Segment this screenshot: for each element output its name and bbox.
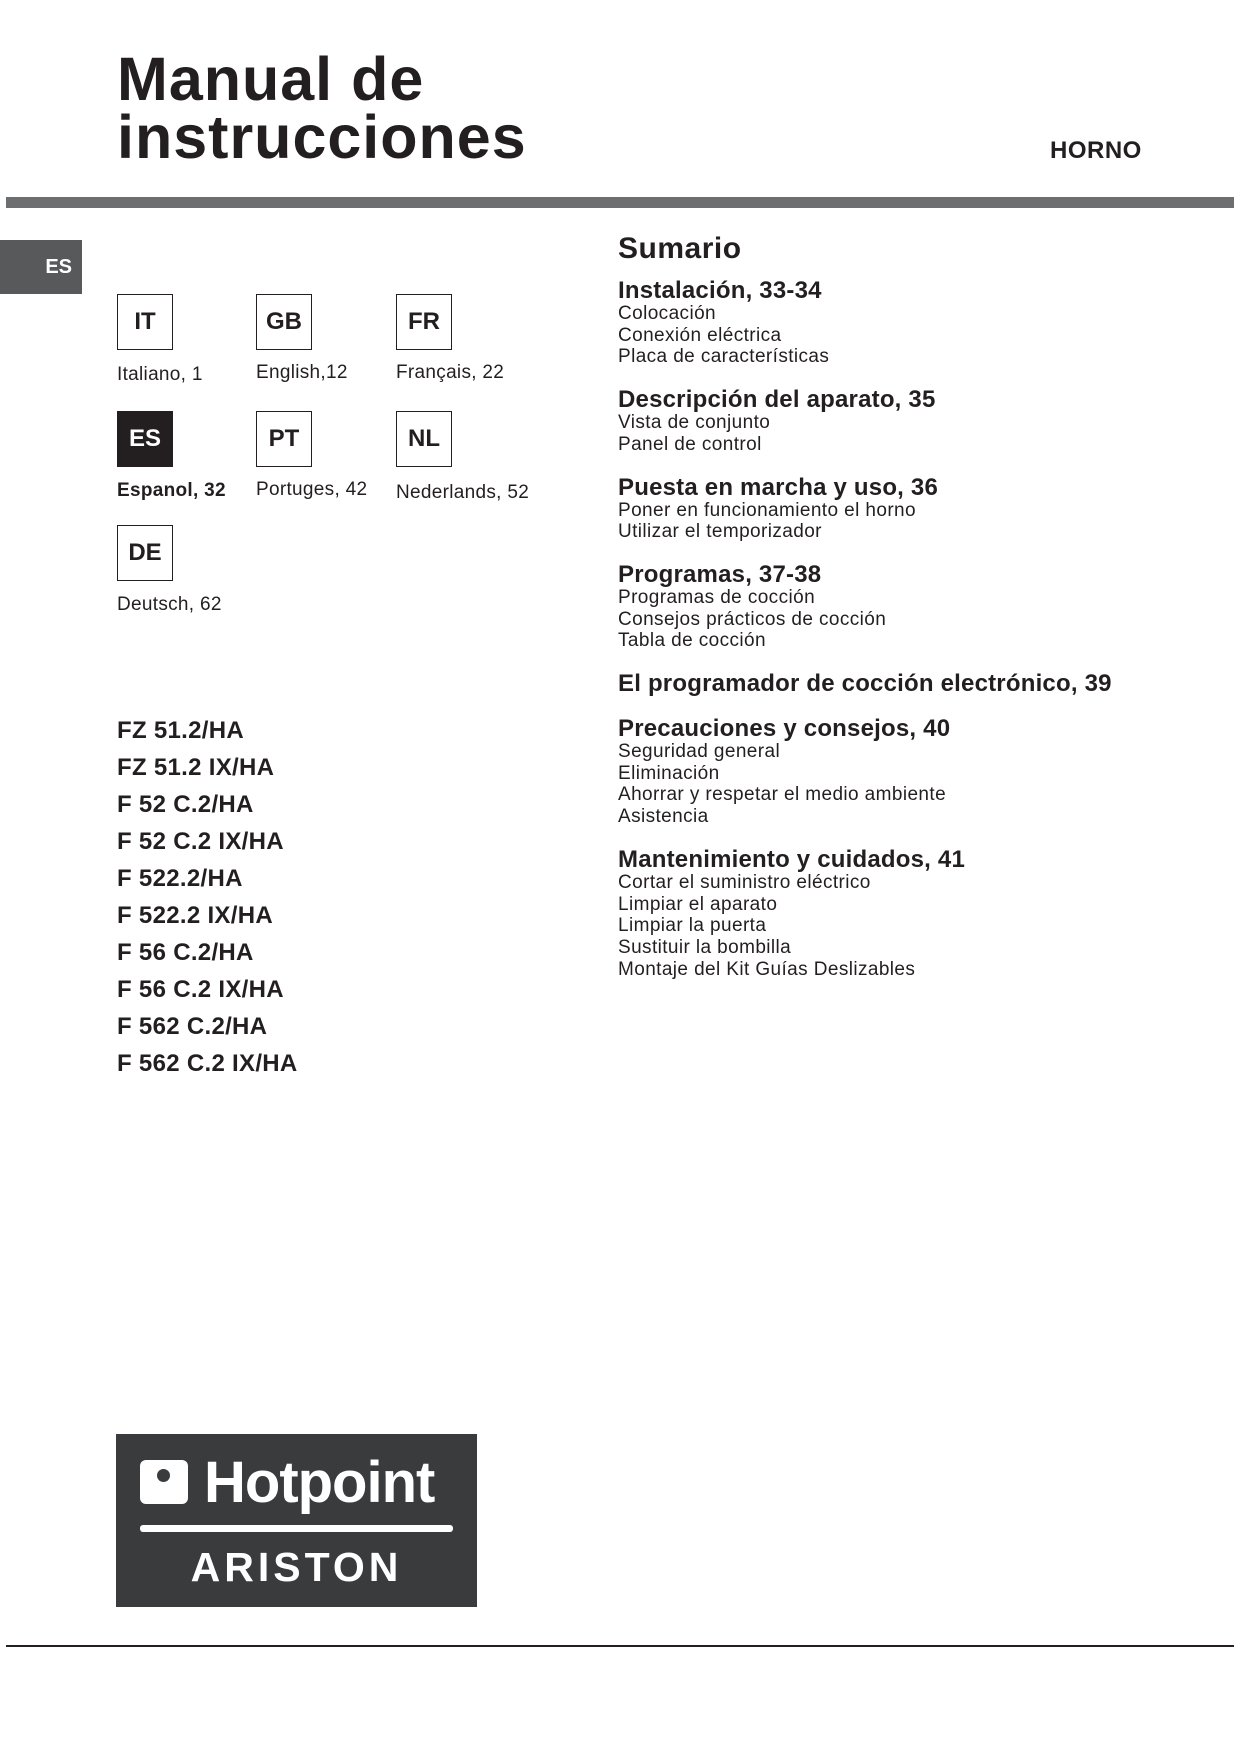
language-code-es: ES bbox=[117, 411, 173, 467]
toc-title: Sumario bbox=[618, 232, 742, 265]
model-item: F 522.2/HA bbox=[117, 865, 243, 892]
logo-brand-top: Hotpoint bbox=[204, 1450, 435, 1515]
language-label-nl: Nederlands, 52 bbox=[396, 482, 530, 503]
toc-item: Panel de control bbox=[618, 433, 762, 455]
model-item: F 52 C.2 IX/HA bbox=[117, 828, 284, 855]
toc-heading: Mantenimiento y cuidados, 41 bbox=[618, 845, 966, 873]
toc-item: Montaje del Kit Guías Deslizables bbox=[618, 958, 916, 980]
toc-heading: Descripción del aparato, 35 bbox=[618, 386, 936, 414]
toc-item: Placa de características bbox=[618, 346, 830, 368]
toc-section-programas bbox=[618, 562, 1178, 652]
toc-item: Utilizar el temporizador bbox=[618, 521, 822, 543]
language-code-gb: GB bbox=[256, 294, 312, 350]
document-title bbox=[117, 45, 527, 171]
toc-item: Consejos prácticos de cocción bbox=[618, 608, 887, 630]
product-type: HORNO bbox=[1050, 137, 1142, 164]
language-code-pt: PT bbox=[256, 411, 312, 467]
language-label-es: Espanol, 32 bbox=[117, 480, 226, 501]
language-label-de: Deutsch, 62 bbox=[117, 594, 222, 615]
toc-item: Tabla de cocción bbox=[618, 630, 766, 652]
title-line-1: Manual de bbox=[117, 45, 425, 113]
language-label-it: Italiano, 1 bbox=[117, 364, 203, 385]
toc-section-instalacion bbox=[618, 278, 1178, 368]
toc-section-mantenimiento bbox=[618, 847, 1178, 981]
toc-heading: El programador de cocción electrónico, 39 bbox=[618, 670, 1112, 698]
toc-item: Colocación bbox=[618, 303, 716, 324]
toc-section-puesta-en-marcha bbox=[618, 475, 1178, 543]
language-code-it: IT bbox=[117, 294, 173, 350]
toc-item: Conexión eléctrica bbox=[618, 324, 782, 346]
toc-item: Sustituir la bombilla bbox=[618, 936, 792, 958]
toc-item: Limpiar la puerta bbox=[618, 915, 767, 937]
toc-heading: Programas, 37-38 bbox=[618, 560, 822, 588]
toc-heading: Instalación, 33-34 bbox=[618, 277, 822, 304]
model-item: FZ 51.2/HA bbox=[117, 717, 245, 744]
toc-heading: Puesta en marcha y uso, 36 bbox=[618, 473, 939, 501]
model-item: F 52 C.2/HA bbox=[117, 791, 254, 818]
footer-divider bbox=[6, 1645, 1234, 1647]
toc-section-descripcion bbox=[618, 387, 1178, 455]
toc-item: Limpiar el aparato bbox=[618, 893, 778, 915]
toc-item: Vista de conjunto bbox=[618, 412, 771, 434]
model-list bbox=[117, 712, 298, 1082]
model-item: F 56 C.2/HA bbox=[117, 939, 254, 966]
current-language-tab: ES bbox=[0, 240, 82, 294]
language-label-gb: English,12 bbox=[256, 362, 348, 383]
model-item: FZ 51.2 IX/HA bbox=[117, 754, 275, 781]
title-line-2: instrucciones bbox=[117, 103, 527, 171]
logo-brand-bottom: ARISTON bbox=[190, 1544, 403, 1590]
toc-section-precauciones bbox=[618, 716, 1178, 828]
hotpoint-ariston-logo bbox=[116, 1434, 477, 1607]
toc-item: Eliminación bbox=[618, 762, 720, 784]
model-item: F 56 C.2 IX/HA bbox=[117, 976, 284, 1003]
toc-item: Cortar el suministro eléctrico bbox=[618, 871, 871, 893]
language-label-pt: Portuges, 42 bbox=[256, 479, 368, 500]
model-item: F 562 C.2 IX/HA bbox=[117, 1050, 298, 1077]
toc-item: Poner en funcionamiento el horno bbox=[618, 499, 916, 521]
header-divider bbox=[6, 197, 1234, 208]
brand-mark-icon bbox=[140, 1460, 188, 1504]
language-code-de: DE bbox=[117, 525, 173, 581]
language-code-fr: FR bbox=[396, 294, 452, 350]
toc-heading: Precauciones y consejos, 40 bbox=[618, 715, 951, 743]
language-code-nl: NL bbox=[396, 411, 452, 467]
toc-item: Ahorrar y respetar el medio ambiente bbox=[618, 784, 947, 806]
toc-item: Asistencia bbox=[618, 806, 709, 828]
toc-section-programador bbox=[618, 671, 1178, 696]
toc-item: Seguridad general bbox=[618, 741, 781, 763]
table-of-contents bbox=[618, 232, 1178, 980]
model-item: F 562 C.2/HA bbox=[117, 1013, 268, 1040]
toc-item: Programas de cocción bbox=[618, 586, 816, 608]
model-item: F 522.2 IX/HA bbox=[117, 902, 273, 929]
logo-divider bbox=[140, 1525, 453, 1532]
language-label-fr: Français, 22 bbox=[396, 362, 505, 383]
